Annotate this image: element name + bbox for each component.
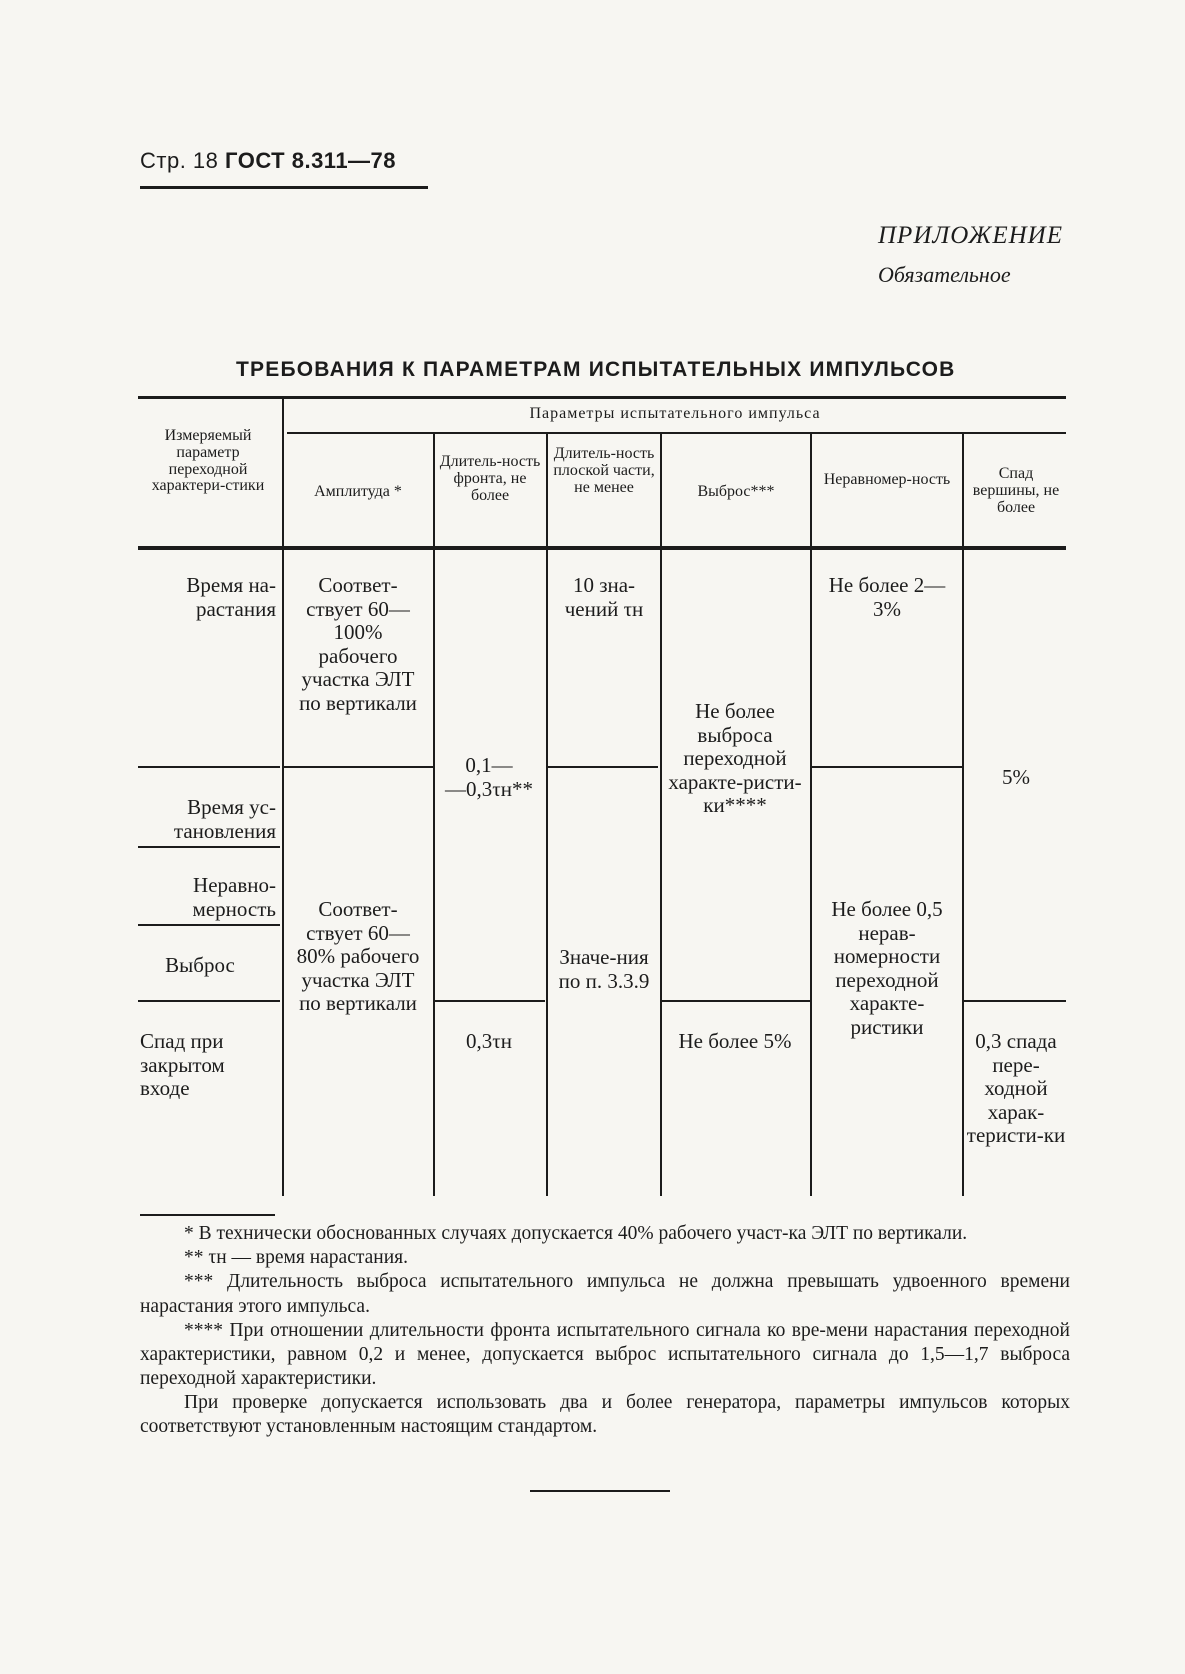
cell-flat-2: Значе-ния по п. 3.3.9: [558, 945, 650, 993]
footnotes: [140, 1222, 1070, 1440]
row-label-settling-time: Время ус-тановления: [173, 795, 276, 843]
col-rule: [433, 434, 435, 1196]
footnote-3: *** Длительность выброса испытательного импульса не должна превышать удвоенного времени нарастания этого импульса.: [140, 1271, 1070, 1317]
col-header-flat-duration: Длитель-ность плоской части, не менее: [553, 445, 655, 496]
cell-amplitude-1: Соответ-ствует 60—100% рабочего участка ЭЛТ по вертикали: [299, 573, 417, 715]
document-title: ТРЕБОВАНИЯ К ПАРАМЕТРАМ ИСПЫТАТЕЛЬНЫХ ИМПУЛЬСОВ: [236, 358, 956, 381]
col-header-measured-parameter: Измеряемый параметр переходной характери-стики: [151, 427, 265, 495]
page-number: Стр. 18: [140, 148, 219, 173]
cell-overshoot-1: Не более выброса переходной характе-ристи-ки****: [668, 699, 802, 818]
col-header-nonuniformity: Неравномер-ность: [823, 471, 951, 488]
row-sep: [548, 766, 658, 768]
row-sep: [283, 766, 433, 768]
row-label-nonuniformity: Неравно-мерность: [192, 873, 276, 921]
col-header-overshoot: Выброс***: [697, 483, 775, 500]
group-header-rule: [287, 432, 1066, 434]
row-label-droop-closed-input: Спад при закрытом входе: [140, 1029, 225, 1101]
cell-front-1: 0,1— —0,3τн**: [445, 753, 533, 801]
page-header: [140, 148, 396, 174]
col-header-front-duration: Длитель-ность фронта, не более: [439, 453, 541, 504]
footnote-1: * В технически обоснованных случаях допускается 40% рабочего участ-ка ЭЛТ по вертикали.: [184, 1223, 968, 1244]
header-rule: [140, 186, 428, 189]
table-top-rule: [138, 396, 1066, 399]
appendix-title: ПРИЛОЖЕНИЕ: [878, 222, 1063, 249]
row-sep: [435, 1000, 545, 1002]
row-sep: [138, 1000, 280, 1002]
col-rule: [546, 434, 548, 1196]
cell-front-2: 0,3τн: [466, 1029, 512, 1053]
closing-note: При проверке допускается использовать два и более генератора, параметры импульсов которых соответствуют установленным настоящим стандартом.: [140, 1392, 1070, 1438]
row-sep: [138, 846, 280, 848]
col-rule: [660, 434, 662, 1196]
row-sep: [138, 766, 280, 768]
cell-droop-1: 5%: [1002, 765, 1030, 789]
footnote-2: ** τн — время нарастания.: [184, 1247, 408, 1269]
row-label-rise-time: Время на-растания: [186, 573, 276, 621]
standard-number: ГОСТ 8.311—78: [225, 148, 397, 173]
cell-amplitude-2: Соответ-ствует 60—80% рабочего участка ЭЛТ по вертикали: [296, 897, 420, 1016]
header-bottom-rule: [138, 546, 1066, 550]
col-header-droop: Спад вершины, не более: [972, 465, 1060, 516]
cell-overshoot-2: Не более 5%: [678, 1029, 792, 1053]
cell-nonuniformity-2: Не более 0,5 нерав-номерности переходной характе-ристики: [831, 897, 943, 1039]
footnote-4: **** При отношении длительности фронта испытательного сигнала ко вре-мени нарастания переходной характеристики, равном 0,2 и менее, допускается выброс испытательного сигнала до 1,5—1,7 выброса переходной характеристики.: [140, 1319, 1070, 1390]
appendix-subtitle: Обязательное: [878, 262, 1011, 287]
row-sep: [662, 1000, 810, 1002]
cell-flat-1: 10 зна-чений τн: [564, 573, 644, 621]
cell-droop-2: 0,3 спада пере-ходной харак-теристи-ки: [966, 1029, 1066, 1148]
row-sep: [812, 766, 962, 768]
col-rule: [282, 398, 284, 1196]
row-label-overshoot: Выброс: [165, 953, 235, 977]
group-header: Параметры испытательного импульса: [529, 405, 821, 422]
col-rule: [810, 434, 812, 1196]
cell-nonuniformity-1: Не более 2—3%: [828, 573, 946, 621]
end-rule: [530, 1490, 670, 1492]
row-sep: [138, 924, 280, 926]
col-header-amplitude: Амплитуда *: [314, 483, 402, 500]
row-sep: [962, 1000, 1066, 1002]
footnote-rule: [140, 1214, 275, 1216]
